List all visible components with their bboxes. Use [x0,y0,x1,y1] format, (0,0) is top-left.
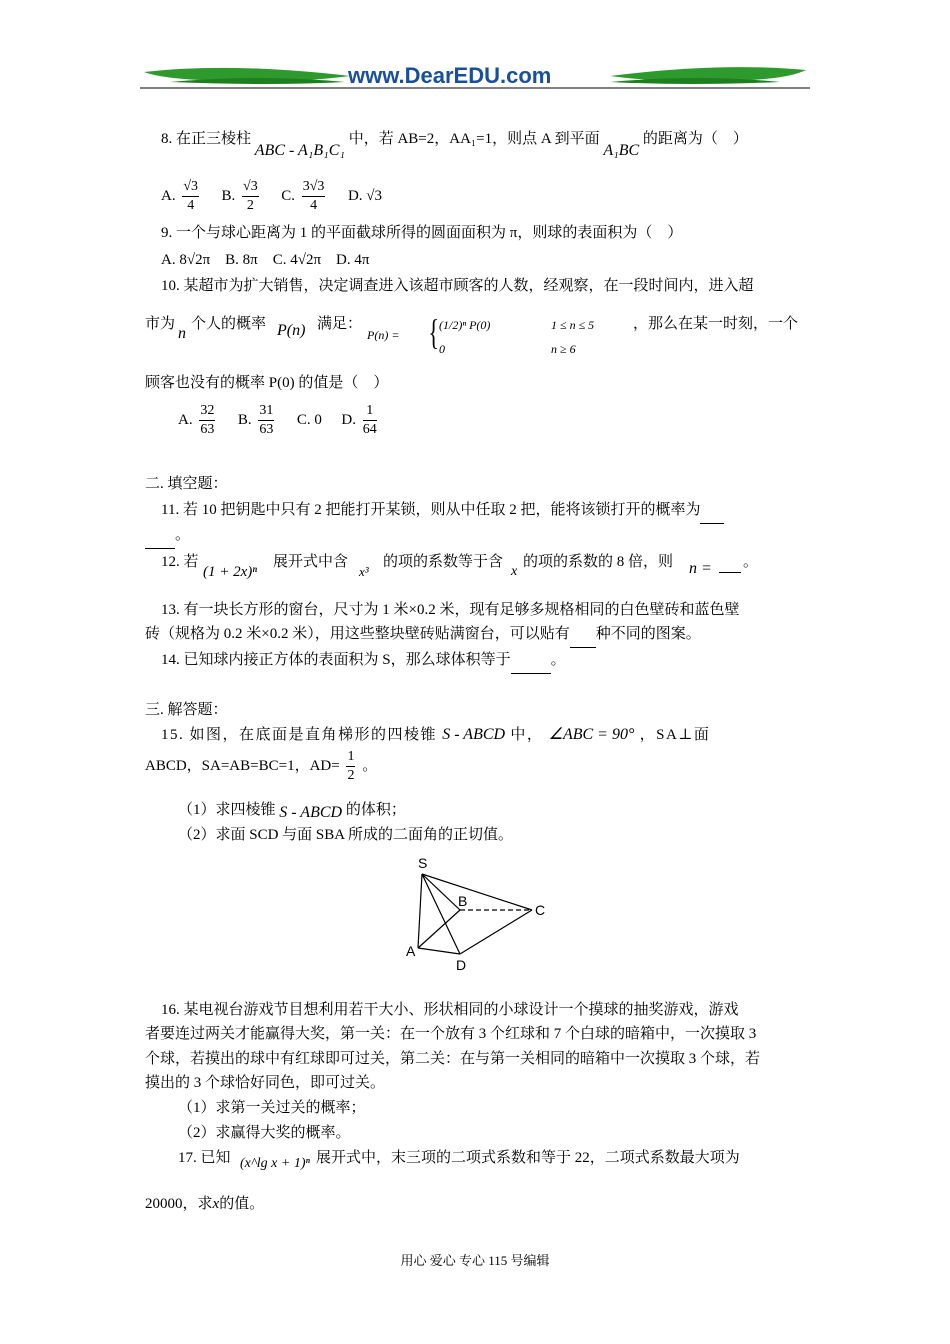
q10-opt-d-fraction: $\frac{1}{64}$ [362,403,377,437]
q8-options: A. $\frac{√3}{4}$ B. $\frac{√3}{2}$ C. $\frac{3√3}{4}$ D. √3 [161,179,383,213]
q17-line2: 20000，求x的值。 [145,1196,265,1212]
pyramid-diagram [400,852,560,976]
q16-part2: （2）求赢得大奖的概率。 [178,1125,351,1141]
q8-opt-a-fraction: $\frac{√3}{4}$ [183,179,199,213]
q16-line4: 摸出的 3 个球恰好同色，即可过关。 [145,1075,386,1091]
q9-options: A. 8√2π B. 8π C. 4√2π D. 4π [161,252,370,268]
q8-opt-b-fraction: $\frac{√3}{2}$ [243,179,258,213]
q9-text: 9. 一个与球心距离为 1 的平面截球所得的圆面面积为 π，则球的表面积为（ ） [161,225,683,241]
q16-line2: 者要连过两关才能赢得大奖，第一关：在一个放有 3 个红球和 7 个白球的暗箱中，一次摸取 3 [145,1026,757,1042]
q16-line1: 16. 某电视台游戏节目想利用若干大小、形状相同的小球设计一个摸球的抽奖游戏，游戏 [161,1002,739,1018]
q8-prism: ABC - A₁B₁C₁ [254,142,345,159]
q8-line: 8. 在正三棱柱 ABC - A₁B₁C₁ 中，若 AB=2，AA₁=1，则点 A 到平面 A₁BC 的距离为（ ） [161,131,748,159]
q15-line2: ABCD，SA=AB=BC=1，AD= $\frac{1}{2}$ 。 [145,749,378,783]
header-banner [140,60,810,94]
q10-line3: 顾客也没有的概率 P(0) 的值是（ ） [145,375,389,391]
vertex-label-b: B [458,893,468,909]
q16-part1: （1）求第一关过关的概率； [178,1100,366,1116]
q14-line: 14. 已知球内接正方体的表面积为 S，那么球体积等于 。 [161,648,566,674]
q13-line2: 砖（规格为 0.2 米×0.2 米），用这些整块壁砖贴满窗台，可以贴有 种不同的图案。 [145,622,701,648]
q15-ad-fraction: $\frac{1}{2}$ [347,749,355,783]
q10-line1: 10. 某超市为扩大销售，决定调查进入该超市顾客的人数，经观察，在一段时间内，进入超 [161,278,754,294]
q8-plane: A₁BC [603,142,640,159]
q15-part1: （1）求四棱锥 S - ABCD 的体积； [178,802,406,821]
vertex-label-c: C [535,902,546,918]
section2-title: 二. 填空题： [145,476,228,492]
q10-piecewise-formula: P(n) = { (1/2)ⁿ P(0) 1 ≤ n ≤ 5 0 n ≥ 6 [367,312,595,356]
q10-options: A. $\frac{32}{63}$ B. $\frac{31}{63}$ C. 0 D. $\frac{1}{64}$ [178,403,377,437]
q15-line1: 15. 如图，在底面是直角梯形的四棱锥 S - ABCD 中， ∠ABC = 90° ，SA⊥面 [161,726,711,743]
vertex-label-s: S [418,855,428,871]
q15-part2: （2）求面 SCD 与面 SBA 所成的二面角的正切值。 [178,827,514,843]
vertex-label-a: A [406,943,416,959]
page-footer: 用心 爱心 专心 115 号编辑 [400,1253,550,1268]
q16-line3: 个球，若摸出的球中有红球即可过关，第二关：在与第一关相同的暗箱中一次摸取 3 个球，若 [145,1051,761,1067]
q8-opt-c-fraction: $\frac{3√3}{4}$ [302,179,325,213]
pyramid-figure [400,852,560,976]
section3-title: 三. 解答题： [145,702,228,718]
q10-opt-a-fraction: $\frac{32}{63}$ [200,403,215,437]
q11-line2: 。 [145,523,190,549]
q11-line1: 11. 若 10 把钥匙中只有 2 把能打开某锁，则从中任取 2 把，能将该锁打开的概率为 [161,498,724,524]
q10-opt-b-fraction: $\frac{31}{63}$ [259,403,274,437]
q12-binomial-expr: (1 + 2x)ⁿ [203,564,257,580]
q17-expr: (x^lg x + 1)ⁿ [240,1156,310,1171]
header-logo-text: www.DearEDU.com [348,63,552,88]
vertex-label-d: D [456,957,467,973]
q13-line1: 13. 有一块长方形的窗台，尺寸为 1 米×0.2 米，现有足够多规格相同的白色壁砖和蓝色壁 [161,602,740,618]
